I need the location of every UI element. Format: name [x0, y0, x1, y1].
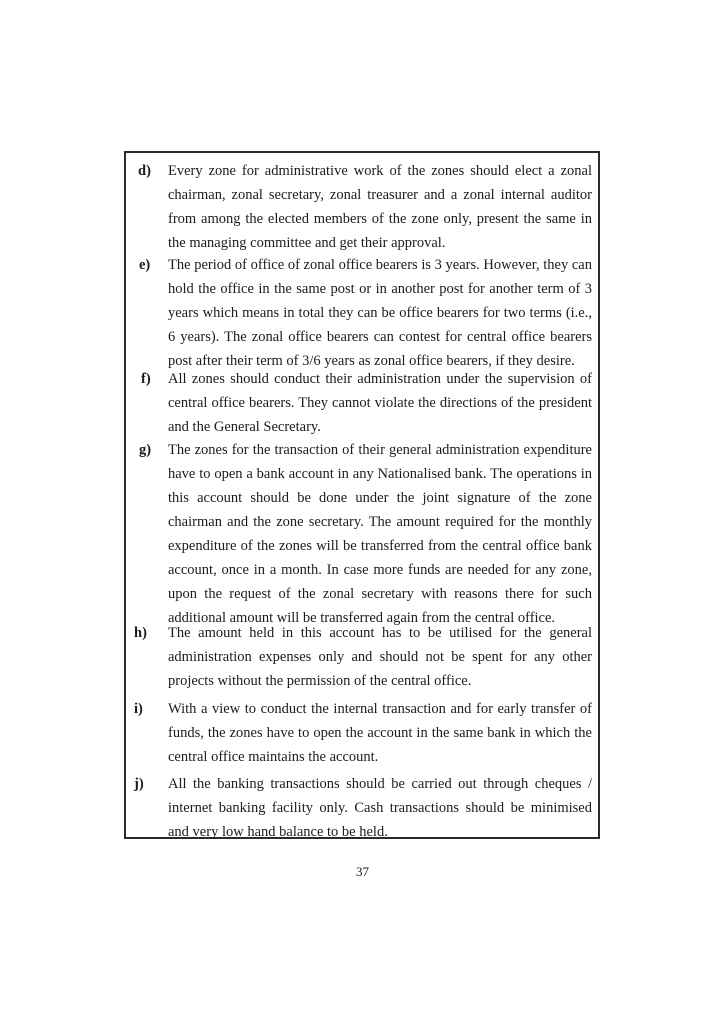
clause-text: All the banking transactions should be carried out through cheques / internet banking facility only. Cash transactions should be minimised and very low hand balance to be held.	[168, 776, 592, 840]
clause-text: The zones for the transaction of their general administration expenditure have to open a bank account in any Nationalised bank. The operations in this account should be done under the joint signature of the zone chairman and the zone secretary. The amount required for the monthly expenditure of the zones will be transferred from the central office bank account, once in a month. In case more funds are needed for any zone, upon the request of the zonal secretary with reasons there for such additional amount will be transferred again from the central office.	[168, 442, 592, 626]
clause-text: With a view to conduct the internal transaction and for early transfer of funds, the zones have to open the account in the same bank in which the central office maintains the account.	[168, 701, 592, 765]
clause-text: The period of office of zonal office bearers is 3 years. However, they can hold the office in the same post or in another post for another term of 3 years which means in total they can be office bearers for two terms (i.e., 6 years). The zonal office bearers can contest for central office bearers post after their term of 3/6 years as zonal office bearers, if they desire.	[168, 257, 592, 369]
clause-text: Every zone for administrative work of the zones should elect a zonal chairman, zonal secretary, zonal treasurer and a zonal internal auditor from among the elected members of the zone only, present the same in the managing committee and get their approval.	[168, 163, 592, 251]
page-number: 37	[356, 864, 369, 879]
clause-text: All zones should conduct their administration under the supervision of central office bearers. They cannot violate the directions of the president and the General Secretary.	[168, 371, 592, 435]
clause-label: d)	[138, 163, 151, 179]
clauses-box	[124, 151, 600, 839]
clause-label: g)	[139, 442, 152, 458]
clause-label: e)	[139, 257, 151, 273]
clause-label: i)	[134, 701, 143, 717]
clause-label: j)	[134, 776, 144, 792]
clause-label: h)	[134, 625, 147, 641]
clause-label: f)	[141, 371, 151, 387]
clause-text: The amount held in this account has to be utilised for the general administration expenses only and should not be spent for any other projects without the permission of the central office.	[168, 625, 592, 689]
